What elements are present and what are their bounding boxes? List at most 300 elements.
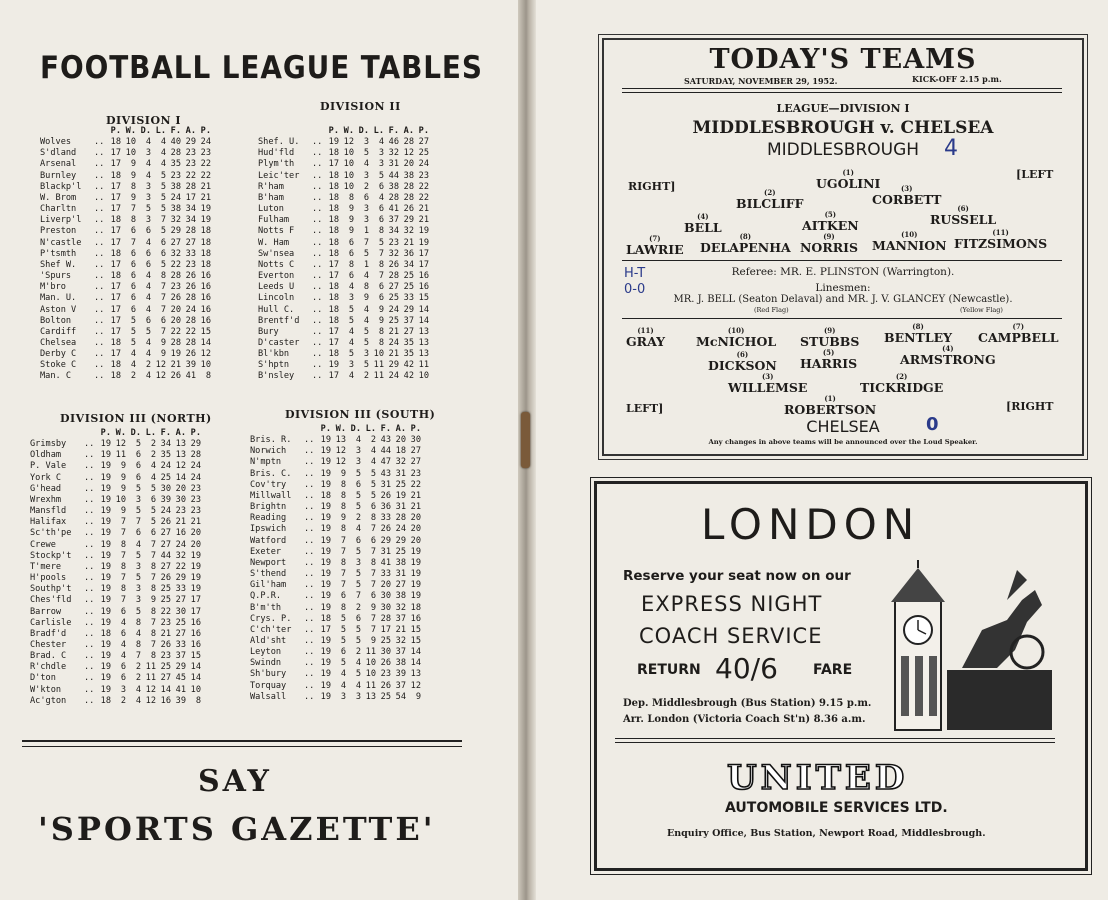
stat-cell: 39	[395, 669, 406, 680]
column-header: W.	[343, 126, 354, 136]
stat-cell: 14	[200, 337, 211, 348]
teams-box	[602, 38, 1084, 456]
stat-cell: 21	[170, 360, 181, 371]
stat-cell: 27	[418, 137, 429, 148]
player-number: (6)	[736, 350, 749, 359]
stat-cell: 31	[380, 479, 391, 490]
stat-cell: 12	[200, 349, 211, 360]
stat-cell: 23	[190, 483, 201, 494]
stat-cell: 19	[320, 658, 331, 669]
stat-cell: 19	[320, 569, 331, 580]
team-name: Aston V	[40, 304, 77, 315]
leader-dots: ..	[84, 695, 95, 706]
leader-dots: ..	[312, 282, 323, 293]
stat-cell: 8	[150, 628, 156, 639]
leader-dots: ..	[94, 282, 105, 293]
stat-cell: 19	[410, 557, 421, 568]
stat-cell: 19	[320, 635, 331, 646]
leader-dots: ..	[94, 337, 105, 348]
footnote: Any changes in above teams will be announced over the Loud Speaker.	[708, 438, 978, 446]
stat-cell: 11	[418, 360, 429, 371]
stat-cell: 4	[340, 669, 346, 680]
stat-cell: 27	[185, 237, 196, 248]
stat-cell: 6	[135, 528, 141, 539]
referee-rule	[622, 260, 1062, 261]
stat-cell: 4	[145, 170, 151, 181]
stat-cell: 3	[378, 159, 384, 170]
team-name: Brentf'd	[258, 315, 300, 326]
stat-cell: 32	[403, 226, 414, 237]
stat-cell: 18	[110, 371, 121, 382]
stat-cell: 19	[320, 647, 331, 658]
leader-dots: ..	[84, 617, 95, 628]
stat-cell: 18	[200, 259, 211, 270]
leader-dots: ..	[304, 613, 315, 624]
column-header: P.	[418, 126, 429, 136]
stat-cell: 6	[378, 215, 384, 226]
table-row	[258, 360, 429, 371]
team-name: Everton	[258, 271, 295, 282]
stat-cell: 28	[403, 137, 414, 148]
stat-cell: 33	[185, 248, 196, 259]
table-row	[250, 547, 421, 558]
stat-cell: 11	[145, 662, 156, 673]
stat-cell: 16	[200, 315, 211, 326]
team-name: Stockp't	[30, 550, 72, 561]
division-2-heading: DIVISION II	[320, 100, 401, 113]
stat-cell: 5	[363, 248, 369, 259]
leader-dots: ..	[84, 651, 95, 662]
team-name: B'nsley	[258, 371, 295, 382]
stat-cell: 4	[130, 349, 136, 360]
stat-cell: 5	[130, 315, 136, 326]
player-number: (1)	[842, 168, 854, 177]
table-row	[30, 495, 201, 506]
stat-cell: 5	[355, 468, 361, 479]
stat-cell: 3	[363, 137, 369, 148]
player-name	[900, 344, 996, 367]
stat-cell: 19	[100, 573, 111, 584]
stat-cell: 39	[160, 494, 171, 505]
stat-cell: 18	[328, 204, 339, 215]
stat-cell: 19	[320, 669, 331, 680]
player-number: (4)	[697, 212, 709, 221]
referee: Referee: MR. E. PLINSTON (Warrington).	[731, 266, 955, 278]
stat-cell: 5	[378, 237, 384, 248]
stat-cell: 5	[348, 304, 354, 315]
stat-cell: 21	[410, 490, 421, 501]
stat-cell: 16	[175, 528, 186, 539]
table-row	[40, 182, 211, 193]
stat-cell: 7	[120, 550, 126, 561]
stat-cell: 9	[378, 315, 384, 326]
table-row	[250, 692, 421, 703]
stat-cell: 19	[320, 435, 331, 446]
stat-cell: 19	[320, 524, 331, 535]
stat-cell: 37	[388, 215, 399, 226]
stat-cell: 38	[395, 591, 406, 602]
stat-cell: 29	[395, 535, 406, 546]
stat-cell: 11	[373, 360, 384, 371]
stat-cell: 24	[170, 192, 181, 203]
table-row	[258, 137, 429, 148]
stat-cell: 19	[100, 584, 111, 595]
leader-dots: ..	[84, 506, 95, 517]
linesmen: MR. J. BELL (Seaton Delaval) and MR. J. V. GLANCEY (Newcastle).	[673, 294, 1013, 305]
stat-cell: 16	[410, 613, 421, 624]
stat-cell: 13	[175, 439, 186, 450]
staple	[521, 412, 530, 468]
leader-dots: ..	[84, 584, 95, 595]
stat-cell: 19	[320, 468, 331, 479]
stat-cell: 4	[150, 461, 156, 472]
team-name: Grimsby	[30, 439, 67, 450]
linesmen-label: Linesmen:	[815, 282, 871, 294]
stat-cell: 23	[388, 237, 399, 248]
stat-cell: 5	[340, 613, 346, 624]
player-number: (3)	[900, 184, 913, 193]
stat-cell: 30	[380, 602, 391, 613]
stat-cell: 18	[328, 237, 339, 248]
stat-cell: 12	[115, 439, 126, 450]
stat-cell: 30	[380, 591, 391, 602]
player-number: (11)	[637, 326, 654, 335]
stat-cell: 33	[175, 639, 186, 650]
stat-cell: 23	[185, 148, 196, 159]
stat-cell: 34	[403, 259, 414, 270]
stat-cell: 18	[328, 192, 339, 203]
stat-cell: 8	[370, 513, 376, 524]
column-header: F.	[388, 126, 399, 136]
stat-cell: 6	[150, 494, 156, 505]
player-number: (10)	[727, 326, 745, 335]
stat-cell: 17	[185, 192, 196, 203]
team-name: Chelsea	[40, 337, 77, 348]
table-row	[40, 137, 211, 148]
stat-cell: 5	[340, 624, 346, 635]
stat-cell: 7	[150, 639, 156, 650]
team-name: N'castle	[40, 237, 82, 248]
ad-return-label: RETURN	[637, 662, 701, 678]
leader-dots: ..	[84, 439, 95, 450]
leader-dots: ..	[312, 159, 323, 170]
stat-cell: 2	[150, 439, 156, 450]
stat-cell: 46	[388, 137, 399, 148]
stat-cell: 28	[170, 148, 181, 159]
stat-cell: 11	[115, 450, 126, 461]
stat-cell: 16	[200, 282, 211, 293]
team-name: P'tsmth	[40, 248, 77, 259]
table-row	[258, 371, 429, 382]
player-name	[802, 210, 859, 233]
player-label: BELL	[684, 220, 722, 235]
stat-cell: 6	[130, 282, 136, 293]
stat-cell: 17	[328, 337, 339, 348]
leader-dots: ..	[94, 137, 105, 148]
stat-cell: 19	[100, 617, 111, 628]
stat-cell: 7	[370, 569, 376, 580]
halftime-note: H-T	[624, 266, 646, 281]
stat-cell: 6	[135, 461, 141, 472]
stat-cell: 7	[120, 517, 126, 528]
leader-dots: ..	[304, 546, 315, 557]
column-header: P.	[410, 424, 421, 434]
home-left-label: [LEFT	[1016, 168, 1054, 181]
stat-cell: 5	[160, 181, 166, 192]
stat-cell: 6	[363, 192, 369, 203]
table-row	[250, 502, 421, 513]
stat-cell: 26	[170, 371, 181, 382]
table-row	[30, 439, 201, 450]
column-header: L.	[373, 126, 384, 136]
table-row	[258, 338, 429, 349]
leader-dots: ..	[84, 550, 95, 561]
stat-cell: 19	[328, 360, 339, 371]
stat-cell: 9	[340, 513, 346, 524]
team-name: Carlisle	[30, 617, 72, 628]
match-date: SATURDAY, NOVEMBER 29, 1952.	[684, 76, 838, 86]
team-name: Luton	[258, 204, 284, 215]
player-label: NORRIS	[800, 240, 858, 255]
stat-cell: 19	[320, 580, 331, 591]
stat-cell: 6	[378, 181, 384, 192]
stat-cell: 29	[175, 662, 186, 673]
stat-cell: 2	[355, 513, 361, 524]
stat-cell: 18	[328, 170, 339, 181]
stat-cell: 5	[160, 204, 166, 215]
stat-cell: 7	[378, 271, 384, 282]
stat-cell: 19	[100, 506, 111, 517]
stat-cell: 16	[160, 695, 171, 706]
stat-cell: 6	[348, 248, 354, 259]
stat-cell: 8	[348, 259, 354, 270]
team-name: Preston	[40, 226, 77, 237]
stat-cell: 2	[145, 360, 151, 371]
stat-cell: 18	[320, 490, 331, 501]
ad-departure: Dep. Middlesbrough (Bus Station) 9.15 p.m.	[623, 698, 872, 709]
leader-dots: ..	[304, 680, 315, 691]
player-label: DICKSON	[708, 358, 777, 373]
stat-cell: 5	[130, 337, 136, 348]
stat-cell: 28	[395, 513, 406, 524]
team-name: Mansfld	[30, 506, 67, 517]
leader-dots: ..	[312, 226, 323, 237]
stat-cell: 20	[190, 539, 201, 550]
team-name: Leeds U	[258, 282, 295, 293]
player-number: (9)	[823, 326, 836, 335]
stat-cell: 5	[363, 337, 369, 348]
leader-dots: ..	[94, 326, 105, 337]
stat-cell: 7	[160, 293, 166, 304]
stat-cell: 32	[395, 457, 406, 468]
stat-cell: 6	[130, 259, 136, 270]
stat-cell: 8	[378, 337, 384, 348]
stat-cell: 41	[175, 684, 186, 695]
stat-cell: 1	[363, 259, 369, 270]
team-name: R'chdle	[30, 662, 67, 673]
leader-dots: ..	[94, 349, 105, 360]
table-row	[258, 182, 429, 193]
stat-cell: 32	[388, 148, 399, 159]
stat-cell: 43	[380, 435, 391, 446]
stat-cell: 27	[160, 673, 171, 684]
leader-dots: ..	[304, 446, 315, 457]
table-row	[258, 159, 429, 170]
stat-cell: 18	[110, 137, 121, 148]
stat-cell: 5	[355, 580, 361, 591]
stat-cell: 22	[418, 181, 429, 192]
stat-cell: 3	[145, 215, 151, 226]
stat-cell: 20	[403, 159, 414, 170]
team-name: Bury	[258, 326, 279, 337]
stat-cell: 42	[403, 360, 414, 371]
stat-cell: 18	[110, 170, 121, 181]
stat-cell: 10	[190, 684, 201, 695]
player-label: BILCLIFF	[736, 196, 804, 211]
stat-cell: 26	[380, 658, 391, 669]
team-name: Blackp'l	[40, 181, 82, 192]
stat-cell: 38	[170, 181, 181, 192]
stat-cell: 4	[150, 472, 156, 483]
stat-cell: 23	[200, 148, 211, 159]
stat-cell: 31	[395, 468, 406, 479]
stat-cell: 19	[320, 513, 331, 524]
table-row	[30, 685, 201, 696]
stat-cell: 7	[120, 573, 126, 584]
stat-cell: 16	[418, 271, 429, 282]
title-rule-2	[622, 92, 1062, 93]
table-row	[30, 662, 201, 673]
stat-cell: 5	[370, 468, 376, 479]
column-header: L.	[155, 126, 166, 136]
stat-cell: 17	[328, 259, 339, 270]
team-name: Shef W.	[40, 259, 77, 270]
stat-cell: 19	[410, 546, 421, 557]
stat-cell: 39	[175, 695, 186, 706]
stat-cell: 19	[100, 673, 111, 684]
header-spacer	[30, 428, 96, 439]
stat-cell: 6	[120, 606, 126, 617]
team-name: Ipswich	[250, 524, 287, 535]
stat-cell: 6	[120, 628, 126, 639]
stat-cell: 21	[388, 326, 399, 337]
stat-cell: 3	[145, 181, 151, 192]
stat-cell: 8	[195, 695, 201, 706]
player-label: FITZSIMONS	[954, 236, 1048, 251]
stat-cell: 4	[348, 337, 354, 348]
stat-cell: 1	[363, 226, 369, 237]
stat-cell: 18	[328, 293, 339, 304]
stat-cell: 7	[370, 546, 376, 557]
stat-cell: 5	[378, 170, 384, 181]
stat-cell: 25	[388, 315, 399, 326]
ad-fare-label: FARE	[813, 662, 853, 678]
player-name	[708, 350, 777, 373]
player-number: (10)	[901, 230, 918, 239]
stat-cell: 3	[363, 170, 369, 181]
stat-cell: 7	[120, 528, 126, 539]
stat-cell: 21	[403, 237, 414, 248]
stat-cell: 14	[160, 684, 171, 695]
player-label: LAWRIE	[626, 242, 684, 257]
stat-cell: 12	[145, 684, 156, 695]
team-name: Q.P.R.	[250, 591, 282, 602]
leader-dots: ..	[94, 181, 105, 192]
table-header	[40, 126, 211, 137]
stat-cell: 19	[100, 528, 111, 539]
stat-cell: 19	[395, 490, 406, 501]
stat-cell: 19	[320, 457, 331, 468]
leader-dots: ..	[84, 573, 95, 584]
stat-cell: 26	[160, 639, 171, 650]
leader-dots: ..	[94, 304, 105, 315]
leader-dots: ..	[84, 494, 95, 505]
ad-say: SAY	[198, 764, 272, 799]
table-row	[250, 647, 421, 658]
stat-cell: 19	[100, 461, 111, 472]
stat-cell: 12	[145, 695, 156, 706]
leader-dots: ..	[304, 535, 315, 546]
stat-cell: 32	[395, 635, 406, 646]
stat-cell: 29	[380, 535, 391, 546]
team-name: Sh'bury	[250, 669, 287, 680]
player-number: (2)	[895, 372, 908, 381]
stat-cell: 9	[370, 602, 376, 613]
stat-cell: 4	[135, 695, 141, 706]
ad-line1: Reserve your seat now on our	[623, 568, 851, 584]
stat-cell: 17	[328, 326, 339, 337]
stat-cell: 24	[160, 506, 171, 517]
stat-cell: 9	[160, 349, 166, 360]
stat-cell: 20	[380, 580, 391, 591]
table-row	[40, 238, 211, 249]
stat-cell: 7	[150, 550, 156, 561]
player-name	[784, 394, 877, 417]
stat-cell: 9	[348, 226, 354, 237]
team-name: D'ton	[30, 673, 56, 684]
halftime-score: 0-0	[624, 282, 646, 297]
leader-dots: ..	[84, 539, 95, 550]
stat-cell: 20	[410, 524, 421, 535]
stat-cell: 19	[190, 584, 201, 595]
stat-cell: 5	[363, 326, 369, 337]
stat-cell: 33	[403, 293, 414, 304]
stat-cell: 7	[340, 535, 346, 546]
leader-dots: ..	[312, 259, 323, 270]
column-header: F.	[380, 424, 391, 434]
stat-cell: 28	[185, 293, 196, 304]
stat-cell: 26	[388, 259, 399, 270]
table-row	[40, 204, 211, 215]
table-row	[250, 614, 421, 625]
stat-cell: 17	[110, 349, 121, 360]
stat-cell: 18	[110, 248, 121, 259]
stat-cell: 24	[395, 524, 406, 535]
stat-cell: 28	[190, 450, 201, 461]
stat-cell: 13	[418, 337, 429, 348]
stat-cell: 24	[388, 371, 399, 382]
stat-cell: 18	[328, 181, 339, 192]
player-label: CORBETT	[872, 192, 942, 207]
stat-cell: 5	[145, 204, 151, 215]
stat-cell: 14	[410, 647, 421, 658]
stat-cell: 23	[380, 669, 391, 680]
team-name: Southp't	[30, 584, 72, 595]
stat-cell: 4	[145, 293, 151, 304]
team-name: Notts C	[258, 259, 295, 270]
stat-cell: 36	[380, 502, 391, 513]
stat-cell: 19	[320, 546, 331, 557]
